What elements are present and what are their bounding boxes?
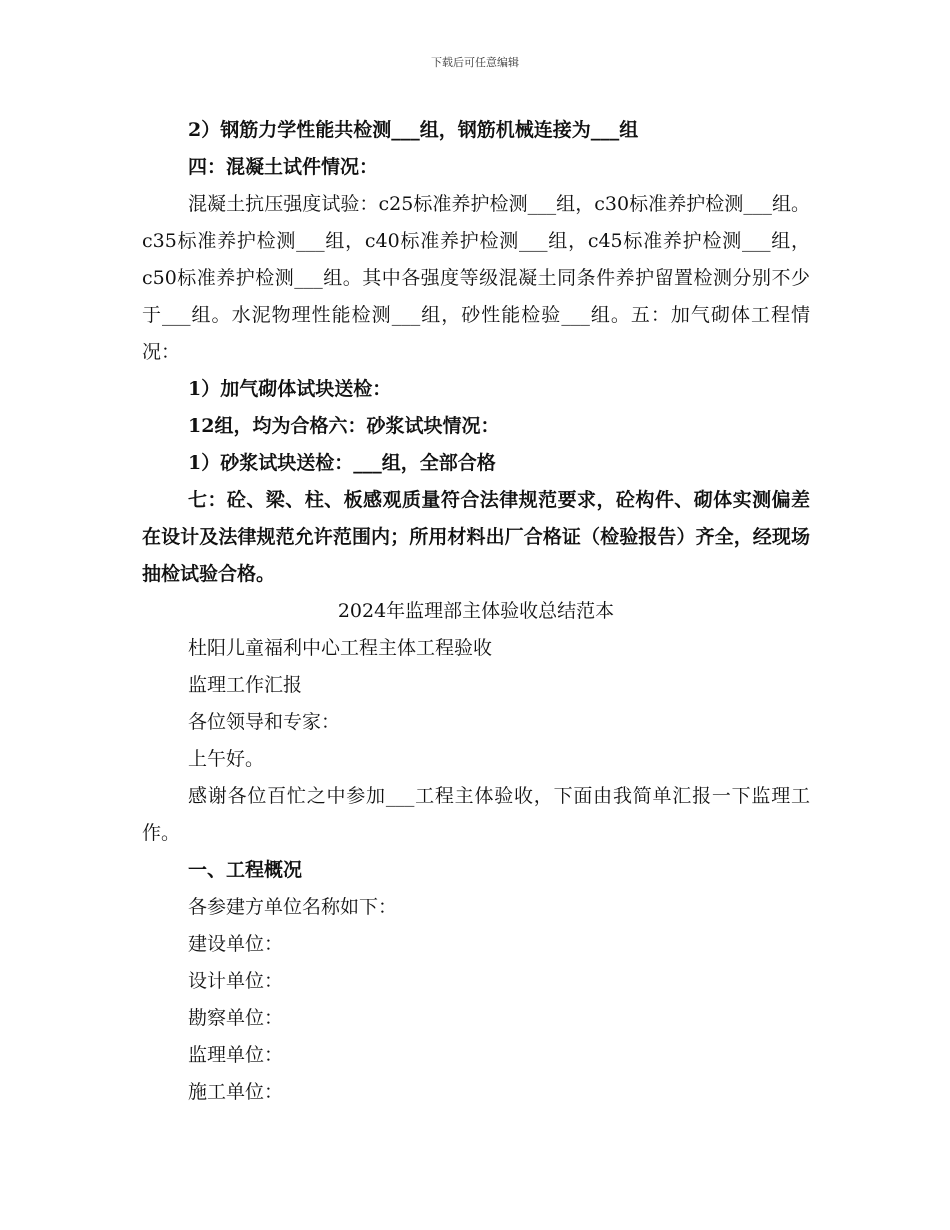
paragraph: 2）钢筋力学性能共检测___组，钢筋机械连接为___组 [188, 119, 639, 141]
paragraph: 12组，均为合格六：砂浆试块情况： [188, 415, 500, 437]
paragraph: 设计单位： [188, 970, 284, 992]
document-title: 2024年监理部主体验收总结范本 [337, 600, 615, 622]
paragraph: 七：砼、梁、柱、板感观质量符合法律规范要求，砼构件、砌体实测偏差在设计及法律规范允许范围内；所用材料出厂合格证（检验报告）齐全，经现场抽检试验合格。 [142, 489, 810, 585]
paragraph: 各位领导和专家： [188, 711, 341, 733]
paragraph: 施工单位： [188, 1081, 284, 1103]
paragraph: 感谢各位百忙之中参加___工程主体验收，下面由我简单汇报一下监理工作。 [142, 785, 810, 844]
paragraph: 监理工作汇报 [188, 674, 303, 696]
section-heading: 四：混凝土试件情况： [188, 156, 379, 178]
paragraph: 混凝土抗压强度试验：c25标准养护检测___组，c30标准养护检测___组。c35标准养护检测___组，c40标准养护检测___组，c45标准养护检测___组，c50标准养护检测___组。其中各强度等级混凝土同条件养护留置检测分别不少于___组。水泥物理性能检测___组，砂性能检验___组。五：加气砌体工程情况： [142, 193, 810, 363]
paragraph: 1）砂浆试块送检：___组，全部合格 [188, 452, 496, 474]
paragraph: 上午好。 [188, 748, 265, 770]
paragraph: 1）加气砌体试块送检： [188, 378, 392, 400]
document-body [142, 112, 810, 1111]
page-header: 下载后可任意编辑 [431, 56, 519, 69]
paragraph: 各参建方单位名称如下： [188, 896, 398, 918]
section-heading: 一、工程概况 [188, 859, 303, 881]
paragraph: 建设单位： [188, 933, 284, 955]
paragraph: 杜阳儿童福利中心工程主体工程验收 [188, 637, 493, 659]
paragraph: 监理单位： [188, 1044, 284, 1066]
paragraph: 勘察单位： [188, 1007, 284, 1029]
